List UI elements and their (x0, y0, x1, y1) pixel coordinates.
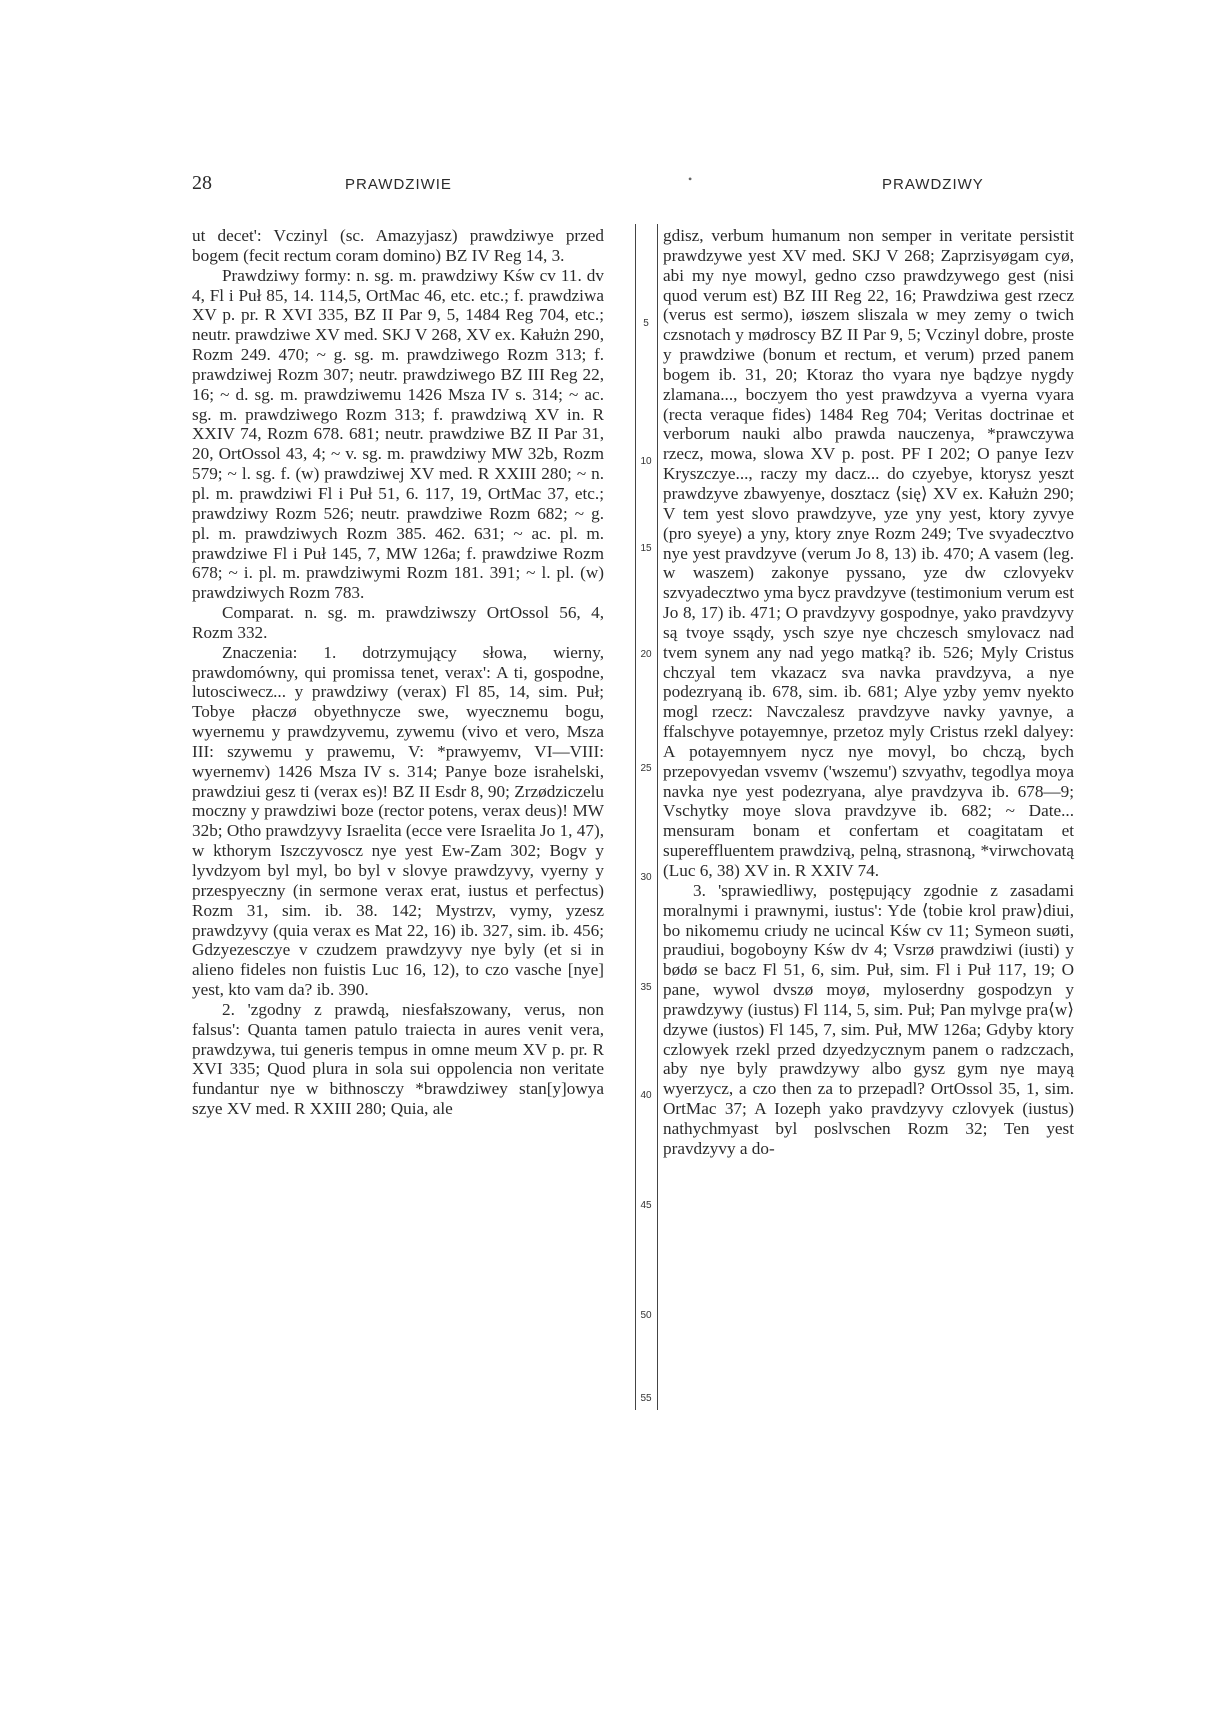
paragraph: Comparat. n. sg. m. prawdziwszy OrtOssol 56, 4, Rozm 332. (192, 603, 604, 642)
running-head-right: PRAWDZIWY (882, 176, 984, 193)
left-column (192, 226, 604, 1119)
line-number: 35 (640, 982, 652, 993)
right-column (663, 226, 1074, 1159)
column-rule-right (657, 224, 658, 1410)
paragraph: Prawdziwy formy: n. sg. m. prawdziwy Kśw cv 11. dv 4, Fl i Puł 85, 14. 114,5, OrtMac 46, etc. etc.; f. prawdziwa XV p. pr. R XVI 335, BZ II Par 9, 5, 1484 Reg 704, etc.; neutr. prawdziwe XV med. SKJ V 268, XV ex. Kałużn 290, Rozm 249. 470; ~ g. sg. m. prawdziwego Rozm 313; f. prawdziwej Rozm 307; neutr. prawdziwego BZ III Reg 22, 16; ~ d. sg. m. prawdziwemu 1426 Msza IV s. 314; ~ ac. sg. m. prawdziwego Rozm 313; f. prawdziwą XV in. R XXIV 74, Rozm 678. 681; neutr. prawdziwe BZ II Par 31, 20, OrtOssol 43, 4; ~ v. sg. m. prawdziwy MW 32b, Rozm 579; ~ l. sg. f. (w) prawdziwej XV med. R XXIII 280; ~ n. pl. m. prawdziwi Fl i Puł 51, 6. 117, 19, OrtMac 37, etc.; prawdziwy Rozm 526; neutr. prawdziwe Rozm 682; ~ g. pl. m. prawdziwych Rozm 385. 462. 631; ~ ac. pl. m. prawdziwe Fl i Puł 145, 7, MW 126a; f. prawdziwe Rozm 678; ~ i. pl. m. prawdziwymi Rozm 181. 391; ~ l. pl. (w) prawdziwych Rozm 783. (192, 265, 604, 603)
paragraph: gdisz, verbum humanum non semper in veritate persistit prawdzywe yest XV med. SKJ V 268; Zaprzisyøgam cyø, abi my nye mowyl, gedno czso prawdzywego gest (nisi quod verum est) BZ III Reg 22, 16; Prawdziwa gest rzecz (verus est sermo), iøszem sliszala w mey zemy o twich czsnotach y mødroscy BZ II Par 9, 5; Vczinyl dobre, proste y prawdziwe (bonum et rectum, et verum) przed panem bogem ib. 31, 20; Ktoraz tho vyara nye bądzye nygdy zlamana..., boczyem tho yest prawdzyva a vyerna vyara (recta veraque fides) 1484 Reg 704; Veritas doctrinae et verborum nauki albo prawda nauczenya, *prawczywa rzecz, mowa, slowa XV p. post. PF I 202; O panye Iezv Kryszczye..., raczy my dacz... do czyebye, ktorysz yeszt prawdzyve zbawyenye, dosztacz ⟨się⟩ XV ex. Kałużn 290; V tem yest slovo prawdzyve, yze yny yest, ktory zyvye (pro syeye) a yny, ktory znye Rozm 249; Tve svyadecztvo nye yest pravdzyve (verum Jo 8, 13) ib. 470; A vasem (leg. w waszem) zakonye pyssano, yze dw czlovyekv szvyadecztwo yma bycz pravdzyve (testimonium verum est Jo 8, 17) ib. 471; O pravdzyvy gospodnye, yako pravdzyvy są tvoye ssądy, ysch szye nye chczesch smylovacz nad tvem synem any nad yego matką? ib. 526; Myly Cristus chczyal tem vkazacz sva navka pravdzyva, a nye podezryaną ib. 678, sim. ib. 681; Alye yzby yemv nyekto mogl rzecz: Navczalesz pravdzyve navky yavnye, a ffalschyve potayemnye, przetoz myly Cristus rzekl dalyey: A potayemnyem nycz nye movyl, bo chczą, bych przepovyedan vsvemv ('wszemu') szvyathv, tegodlya moya navka nye yest podezryana, alye pravdzyva ib. 678—9; Vschytky moye slova pravdzyve ib. 682; ~ Date... mensuram bonam et confertam et coagitatam et supereffluentem prawdzivą, pelną, strasnoną, *virwchovatą (Luc 6, 38) XV in. R XXIV 74. (663, 226, 1074, 880)
paragraph: 3. 'sprawiedliwy, postępujący zgodnie z zasadami moralnymi i prawnymi, iustus': Yde ⟨tobie krol praw⟩diui, bo nikomemu criudy ne ucincal Kśw cv 11; Symeon suøti, praudiui, bogoboyny Kśw dv 4; Vsrzø prawdziwi (iusti) y bødø se bacz Fl 51, 6, sim. Puł, sim. Fl i Puł 117, 19; O pane, wywol dvszø moyø, myloserdny gospodzyn y prawdzywy (iustus) Fl 114, 5, sim. Puł; Pan mylvge pra⟨w⟩dzywe (iustos) Fl 145, 7, sim. Puł, MW 126a; Gdyby ktory czlowyek rzekl przed dzyedzycznym panem o radzczach, aby nye byly prawdzywy albo gysz gym nye mayą wyerzycz, a czo then za to przepadl? OrtOssol 35, 1, sim. OrtMac 37; A Iozeph yako pravdzyvy czlovyek (iustus) nathychmyast byl poslvschen Rozm 32; Ten yest pravdzyvy a do- (663, 880, 1074, 1158)
line-number: 55 (640, 1393, 652, 1404)
page-mark: • (688, 172, 693, 186)
line-number: 25 (640, 763, 652, 774)
paragraph: Znaczenia: 1. dotrzymujący słowa, wierny, prawdomówny, qui promissa tenet, verax': A ti, gospodne, lutosciwecz... y prawdziwy (verax) Fl 85, 14, sim. Puł; Tobye płaczø obyethnycze swe, wyecznemu bogu, wyernemu y prawdzyvemu, zywemu (vivo et vero, Msza III: szywemu y prawemu, V: *prawyemv, VI—VIII: wyernemv) 1426 Msza IV s. 314; Panye boze israhelski, prawdziui gesz ti (verax es)! BZ II Esdr 8, 90; Zrzødziczelu moczny y prawdziwi boze (rector potens, verax deus)! MW 32b; Otho prawdzyvy Israelita (ecce vere Israelita Jo 1, 47), w kthorym Iszczyvoscz nye yest Ew-Zam 302; Bogv y lyvdzyom byl myl, bo byl v slovye prawdzyvy, vyerny y przespyeczny (in sermone verax erat, iustus et perfectus) Rozm 31, sim. ib. 38. 142; Mystrzv, vymy, yzesz prawdzyvy (quia verax es Mat 22, 16) ib. 327, sim. ib. 456; Gdzyezesczye v czudzem prawdzyvy nye byly (et si in alieno fideles non fuistis Luc 16, 12), to czo vasche [nye] yest, kto vam da? ib. 390. (192, 642, 604, 1000)
line-number: 15 (640, 543, 652, 554)
paragraph: ut decet': Vczinyl (sc. Amazyjasz) prawdziwye przed bogem (fecit rectum coram domino) BZ IV Reg 14, 3. (192, 226, 604, 265)
line-number: 5 (643, 318, 649, 329)
line-number: 10 (640, 456, 652, 467)
line-number: 40 (640, 1090, 652, 1101)
page-number: 28 (192, 172, 212, 194)
line-number: 50 (640, 1310, 652, 1321)
column-rule-left (635, 224, 636, 1410)
line-number: 45 (640, 1200, 652, 1211)
running-head-left: PRAWDZIWIE (345, 176, 452, 193)
paragraph: 2. 'zgodny z prawdą, niesfałszowany, verus, non falsus': Quanta tamen patulo traiecta in aures venit vera, prawdzywa, tui generis tempus in omne meum XV p. pr. R XVI 335; Quod plura in sola sui oppolencia non veritate fundantur nye w bithnosczy *brawdziwey stan[y]owya szye XV med. R XXIII 280; Quia, ale (192, 999, 604, 1119)
line-number: 30 (640, 872, 652, 883)
line-number: 20 (640, 649, 652, 660)
